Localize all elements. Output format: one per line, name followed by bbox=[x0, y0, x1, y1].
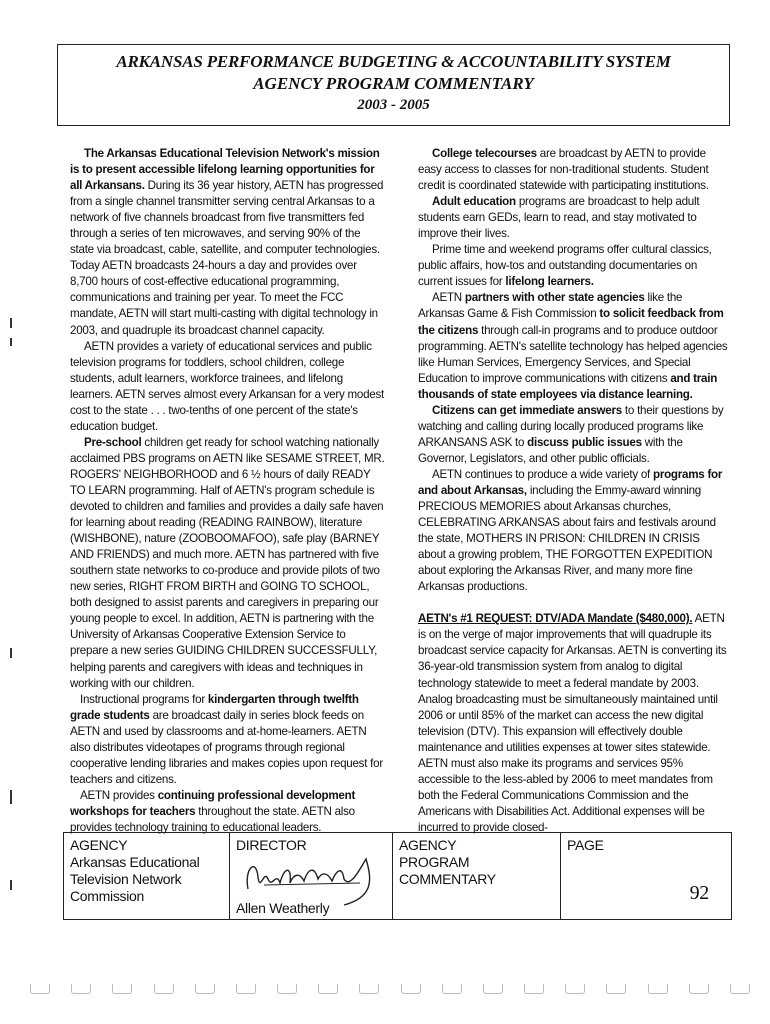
director-name: Allen Weatherly bbox=[236, 900, 330, 916]
header-subtitle: AGENCY PROGRAM COMMENTARY bbox=[253, 74, 534, 93]
agency-name: Arkansas Educational Television Network Commission bbox=[70, 854, 200, 904]
scan-mark bbox=[277, 984, 297, 994]
scan-mark bbox=[730, 984, 750, 994]
scan-mark bbox=[10, 318, 12, 328]
page-cell bbox=[561, 833, 731, 919]
paragraph: The Arkansas Educational Television Network's mission is to present accessible lifelong learning opportunities for all Arkansans. During its 36 year history, AETN has progressed from a single channel transmitter serving central Arkansas to a network of five channels broadcast from five transmitters fed through a series of ten microwaves, and serving 90% of the state via broadcast, cable, satellite, and computer technologies. Today AETN broadcasts 24-hours a day and provides over 8,700 hours of cost-effective educational programming, communications and training per year. To meet the FCC mandate, AETN will start multi-casting with digital technology in 2003, and quadruple its broadcast channel capacity. bbox=[70, 147, 384, 337]
paragraph: AETN partners with other state agencies like the Arkansas Game & Fish Commission to solicit feedback from the citizens through call-in programs and to produce outdoor programming. AETN's satellite technology has helped agencies like Human Services, Emergency Services, and Special Education to improve communications with citizens and train thousands of state employees via distance learning. bbox=[418, 291, 728, 401]
scan-mark bbox=[359, 984, 379, 994]
commentary-label: AGENCY PROGRAM COMMENTARY bbox=[399, 837, 496, 887]
scan-mark bbox=[606, 984, 626, 994]
scan-mark bbox=[442, 984, 462, 994]
scan-mark bbox=[10, 648, 12, 658]
scan-mark bbox=[401, 984, 421, 994]
right-column bbox=[418, 146, 728, 836]
scan-mark bbox=[30, 984, 50, 994]
scan-mark bbox=[236, 984, 256, 994]
scan-mark bbox=[195, 984, 215, 994]
page-label: PAGE bbox=[567, 837, 604, 853]
scan-mark bbox=[112, 984, 132, 994]
director-label: DIRECTOR bbox=[236, 837, 307, 853]
page-number: 92 bbox=[689, 882, 709, 904]
document-header bbox=[57, 44, 730, 126]
paragraph: Prime time and weekend programs offer cultural classics, public affairs, how-tos and outstanding documentaries on current issues for lifelong learners. bbox=[418, 243, 712, 289]
scan-mark bbox=[318, 984, 338, 994]
director-cell bbox=[230, 833, 393, 919]
scan-mark bbox=[71, 984, 91, 994]
paragraph: AETN continues to produce a wide variety of programs for and about Arkansas, including the Emmy-award winning PRECIOUS MEMORIES about Arkansas churches, CELEBRATING ARKANSAS about fairs and festivals around the state, MOTHERS IN PRISON: CHILDREN IN CRISIS about a growing problem, THE FORGOTTEN EXPEDITION about exploring the Arkansas River, and many more fine Arkansas productions. bbox=[418, 467, 723, 594]
paragraph: College telecourses are broadcast by AETN to provide easy access to classes for non-traditional students. Student credit is coordinated statewide with participating institutions. bbox=[418, 147, 709, 193]
scan-mark bbox=[565, 984, 585, 994]
scan-artifact-row bbox=[30, 984, 750, 1004]
scan-mark bbox=[524, 984, 544, 994]
scan-mark bbox=[10, 880, 12, 890]
paragraph: Pre-school children get ready for school watching nationally acclaimed PBS programs on AETN like SESAME STREET, MR. ROGERS' NEIGHBORHOOD and 6 ½ hours of daily READY TO LEARN programming. Half of AETN's program schedule is devoted to children and families and provides a daily safe haven for learning about reading (READING RAINBOW), literature (WISHBONE), nature (ZOOBOOMAFOO), safe play (BARNEY AND FRIENDS) and much more. AETN has partnered with five southern state networks to co-produce and provide pilots of two new series, RIGHT FROM BIRTH and GOING TO SCHOOL, both designed to assist parents and caregivers in preparing our young people to excel. In addition, AETN is partnering with the University of Arkansas Cooperative Extension Service to prepare a new series GUIDING CHILDREN SUCCESSFULLY, helping parents and caregivers with ideas and techniques in working with our children. bbox=[70, 435, 385, 690]
agency-label: AGENCY bbox=[70, 837, 128, 853]
agency-cell bbox=[64, 833, 230, 919]
scan-mark bbox=[689, 984, 709, 994]
header-years: 2003 - 2005 bbox=[357, 97, 430, 113]
paragraph: AETN provides a variety of educational services and public television programs for toddlers, school children, college students, adult learners, workforce trainees, and lifelong learners. AETN serves almost every Arkansan for a very modest cost to the state . . . two-tenths of one percent of the state's education budget. bbox=[70, 339, 385, 433]
paragraph: Instructional programs for kindergarten through twelfth grade students are broadcast daily in series block feeds on AETN and used by classrooms and at-home-learners. AETN also distributes videotapes of programs through regional cooperative lending libraries and makes copies upon request for teachers and citizens. bbox=[70, 692, 383, 786]
scan-mark bbox=[483, 984, 503, 994]
scan-mark bbox=[10, 790, 12, 804]
header-title: ARKANSAS PERFORMANCE BUDGETING & ACCOUNTABILITY SYSTEM bbox=[116, 52, 671, 71]
scan-mark bbox=[648, 984, 668, 994]
footer-table bbox=[63, 832, 732, 920]
commentary-cell bbox=[393, 833, 561, 919]
paragraph: Citizens can get immediate answers to their questions by watching and calling during locally produced programs like ARKANSANS ASK to discuss public issues with the Governor, Legislators, and other public officials. bbox=[418, 403, 724, 465]
paragraph: AETN's #1 REQUEST: DTV/ADA Mandate ($480,000). AETN is on the verge of major improvements that will quadruple its broadcast service capacity for Arkansas. AETN is converting its 36-year-old transmission system from analog to digital technology statewide to meet a federal mandate by 2003. Analog broadcasting must be simultaneously maintained until 2006 or until 85% of the market can access the new digital television (DTV). This expansion will effectively double maintenance and utilities expenses at tower sites statewide. AETN must also make its programs and services 95% accessible to the less-abled by 2006 to meet mandates from both the Federal Communications Commission and the Americans with Disabilities Act. Additional expenses will be incurred to provide closed- bbox=[418, 612, 727, 834]
scan-mark bbox=[10, 338, 12, 346]
left-column bbox=[70, 146, 386, 836]
paragraph: AETN provides continuing professional development workshops for teachers throughout the state. AETN also provides technology training to educational leaders. bbox=[70, 788, 356, 834]
paragraph: Adult education programs are broadcast to help adult students earn GEDs, learn to read, and stay motivated to improve their lives. bbox=[418, 195, 700, 241]
scan-mark bbox=[154, 984, 174, 994]
